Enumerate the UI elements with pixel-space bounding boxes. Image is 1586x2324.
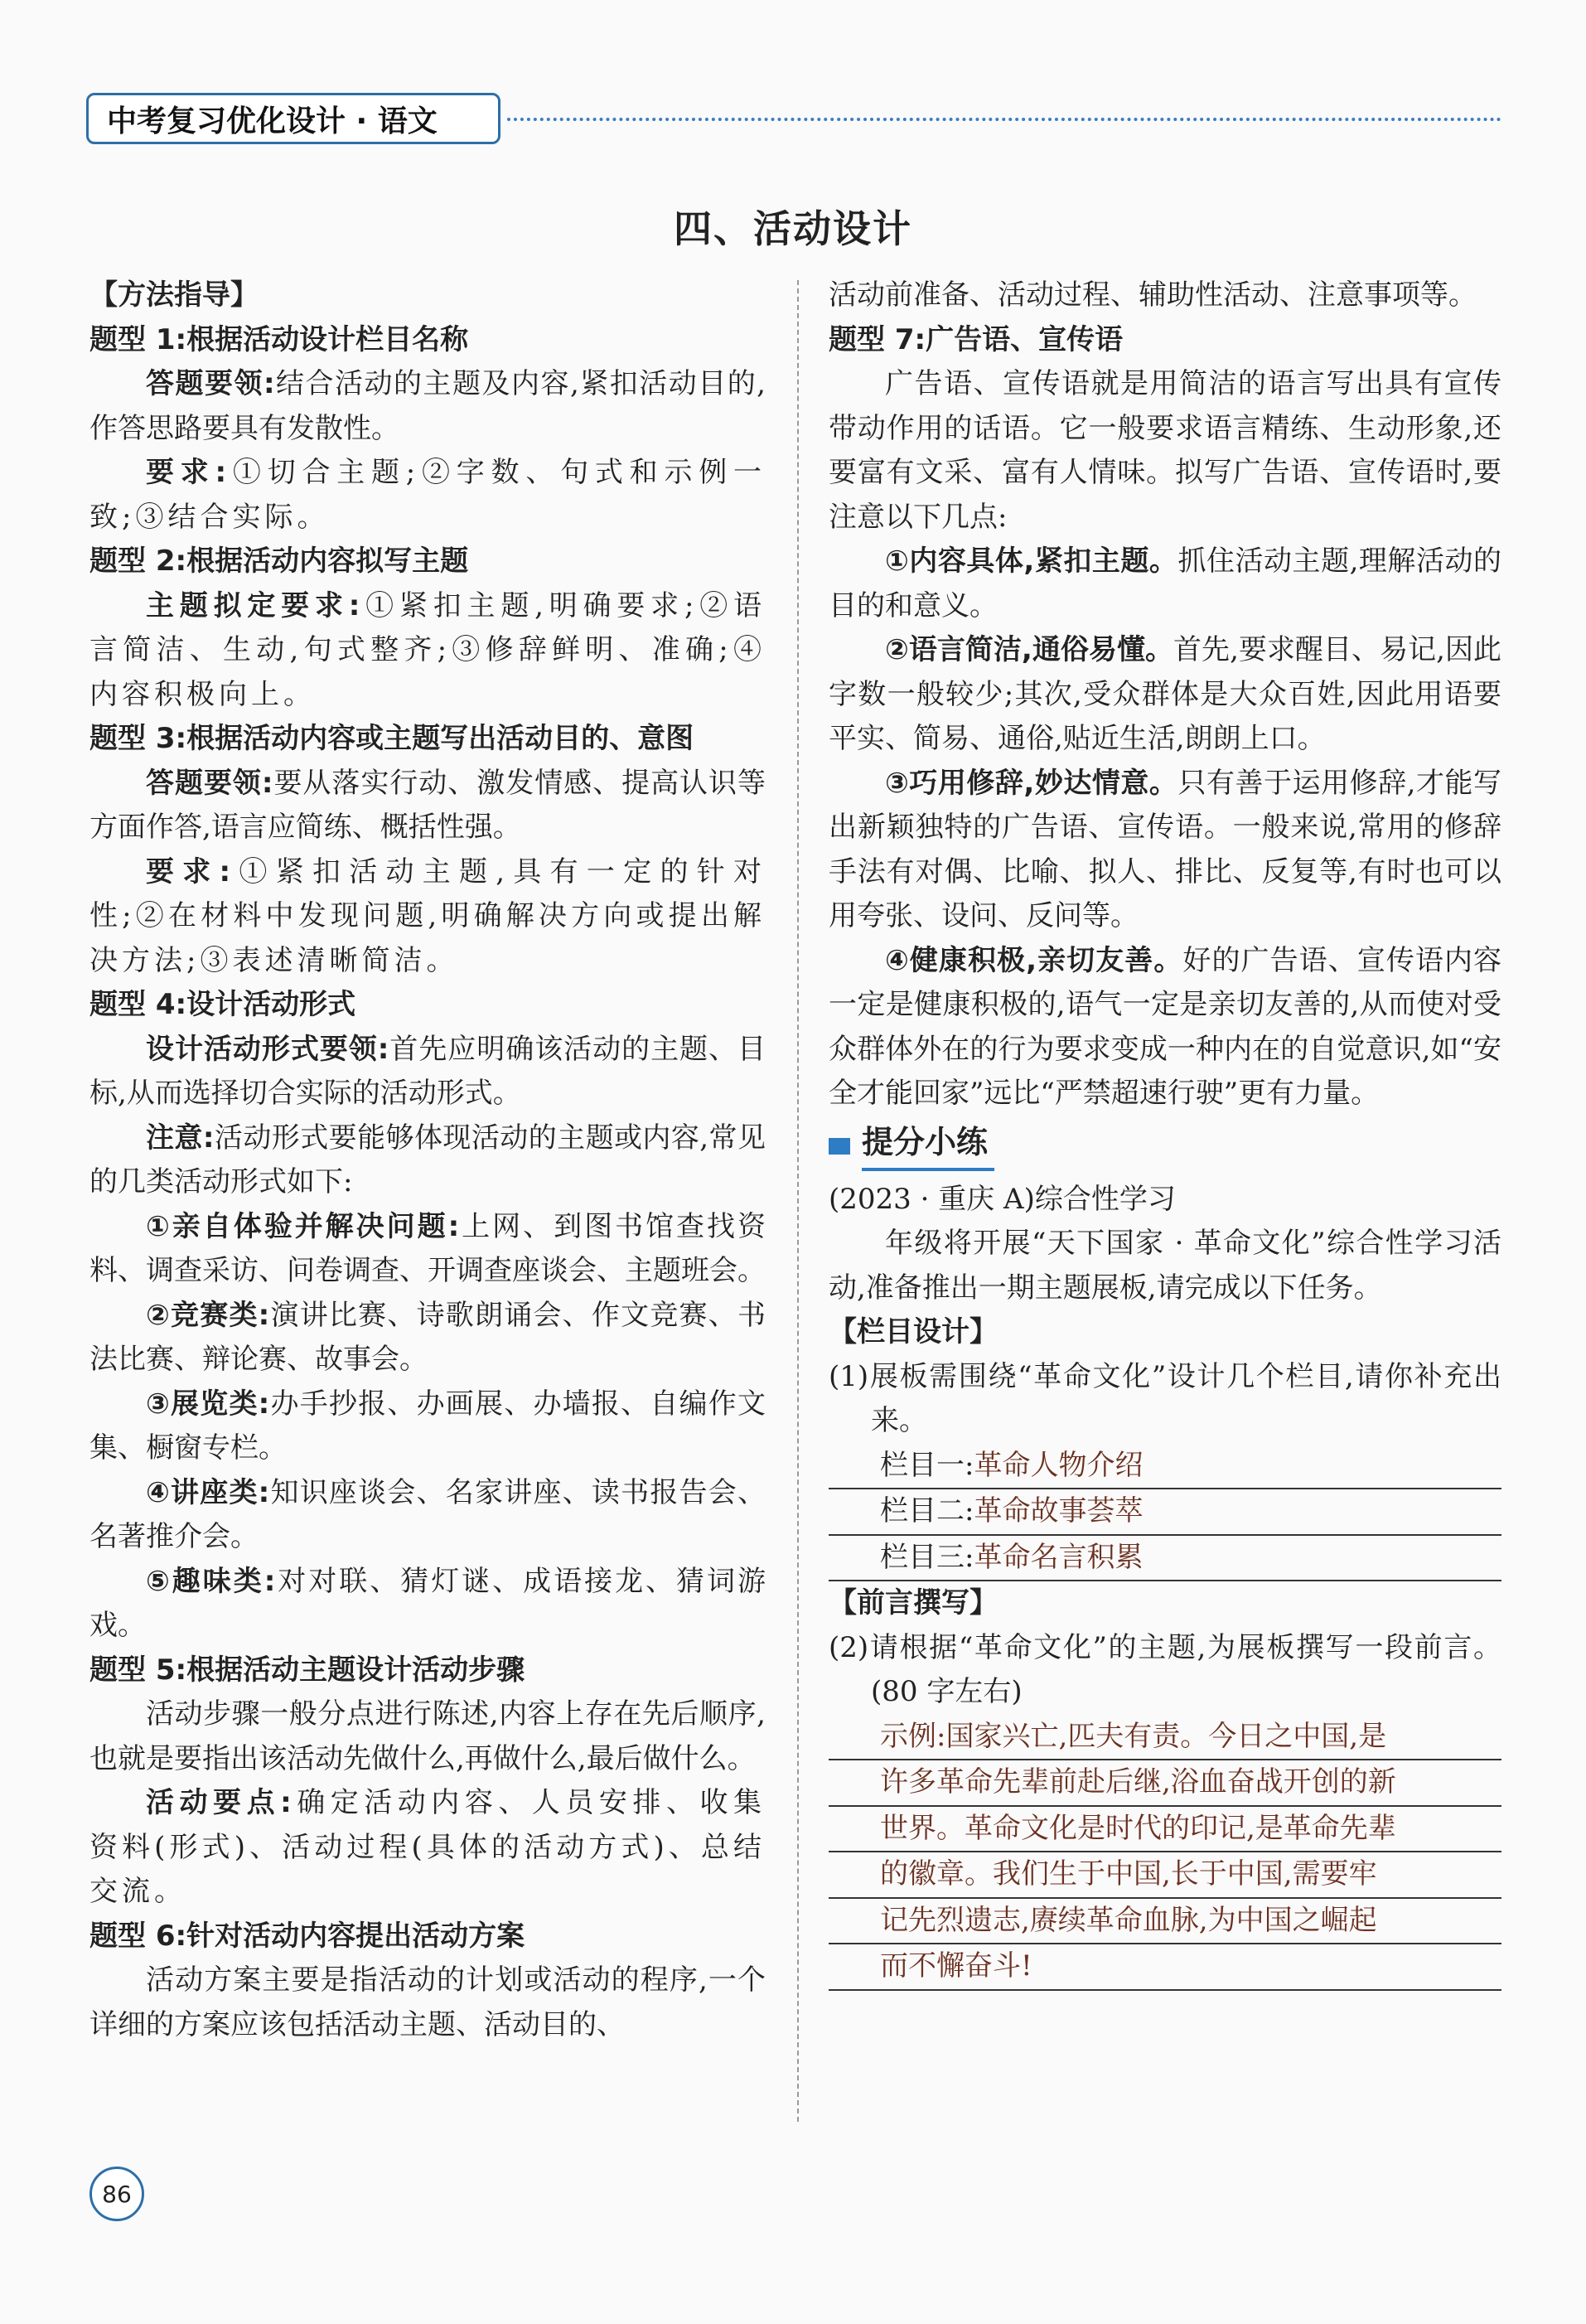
type2-para1: 主题拟定要求:①紧扣主题,明确要求;②语言简洁、生动,句式整齐;③修辞鲜明、准确;④内容积极向上。 xyxy=(89,588,766,711)
answer-line-3: 世界。革命文化是时代的印记,是革命先辈 xyxy=(829,1807,1501,1853)
type5-para2: 活动要点:确定活动内容、人员安排、收集资料(形式)、活动过程(具体的活动方式)、总结交流。 xyxy=(89,1786,766,1908)
answer-line-6: 而不懈奋斗! xyxy=(829,1944,1501,1991)
ad-point-1: ①内容具体,紧扣主题。抓住活动主题,理解活动的目的和意义。 xyxy=(829,545,1502,622)
left-column xyxy=(89,274,766,2047)
page-number: 86 xyxy=(89,2167,144,2221)
practice-heading xyxy=(829,1123,1501,1169)
type7-para1: 广告语、宣传语就是用简洁的语言写出具有宣传带动作用的话语。它一般要求语言精练、生动形象,还要富有文采、富有人情味。拟写广告语、宣传语时,要注意以下几点: xyxy=(829,367,1501,534)
type4-para1: 设计活动形式要领:首先应明确该活动的主题、目标,从而选择切合实际的活动形式。 xyxy=(89,1032,766,1110)
continuation-text: 活动前准备、活动过程、辅助性活动、注意事项等。 xyxy=(829,278,1477,312)
type4-para2: 注意:活动形式要能够体现活动的主题或内容,常见的几类活动形式如下: xyxy=(89,1121,766,1198)
column-answer-2: 栏目二:革命故事荟萃 xyxy=(829,1489,1501,1536)
type7-label: 题型 7:广告语、宣传语 xyxy=(829,322,1124,356)
answer-line-2: 许多革命先辈前赴后继,浴血奋战开创的新 xyxy=(829,1760,1501,1807)
form-item-4: ④讲座类:知识座谈会、名家讲座、读书报告会、名著推介会。 xyxy=(89,1475,766,1553)
answer-line-5: 记先烈遗志,赓续革命血脉,为中国之崛起 xyxy=(829,1899,1501,1945)
form-item-1: ①亲自体验并解决问题:上网、到图书馆查找资料、调查采访、问卷调查、开调查座谈会、主题班会。 xyxy=(89,1209,766,1287)
right-column xyxy=(829,274,1501,1991)
column-divider xyxy=(797,280,799,2122)
question-intro: 年级将开展“天下国家 · 革命文化”综合性学习活动,准备推出一期主题展板,请完成以下任务。 xyxy=(829,1227,1501,1305)
type3-para2: 要求:①紧扣活动主题,具有一定的针对性;②在材料中发现问题,明确解决方向或提出解决方法;③表述清晰简洁。 xyxy=(89,855,766,977)
column-answer-1: 栏目一:革命人物介绍 xyxy=(829,1444,1501,1490)
q2-text: (2)请根据“革命文化”的主题,为展板撰写一段前言。(80 字左右) xyxy=(829,1630,1501,1708)
type2-label: 题型 2:根据活动内容拟写主题 xyxy=(89,545,469,578)
answer-line-4: 的徽章。我们生于中国,长于中国,需要牢 xyxy=(829,1852,1501,1899)
type4-label: 题型 4:设计活动形式 xyxy=(89,988,356,1021)
type3-label: 题型 3:根据活动内容或主题写出活动目的、意图 xyxy=(89,722,694,755)
form-item-2: ②竞赛类:演讲比赛、诗歌朗诵会、作文竞赛、书法比赛、辩论赛、故事会。 xyxy=(89,1298,766,1376)
q1-text: (1)展板需围绕“革命文化”设计几个栏目,请你补充出来。 xyxy=(829,1359,1501,1437)
ad-point-4: ④健康积极,亲切友善。好的广告语、宣传语内容一定是健康积极的,语气一定是亲切友善的,从而使对受众群体外在的行为要求变成一种内在的自觉意识,如“安全才能回家”远比“严禁超速行驶”更有力量。 xyxy=(829,943,1502,1110)
book-title-box xyxy=(86,93,500,144)
ad-point-2: ②语言简洁,通俗易懂。首先,要求醒目、易记,因此字数一般较少;其次,受众群体是大众百姓,因此用语要平实、简易、通俗,贴近生活,朗朗上口。 xyxy=(829,633,1501,755)
practice-marker-icon xyxy=(829,1138,850,1155)
question-source: (2023 · 重庆 A)综合性学习 xyxy=(829,1182,1176,1216)
q2-heading: 【前言撰写】 xyxy=(829,1586,998,1620)
column-answer-3: 栏目三:革命名言积累 xyxy=(829,1536,1501,1582)
book-title: 中考复习优化设计 · 语文 xyxy=(107,104,438,138)
header-dotted-rule xyxy=(507,118,1501,121)
type1-para1: 答题要领:结合活动的主题及内容,紧扣活动目的,作答思路要具有发散性。 xyxy=(89,367,766,445)
type6-label: 题型 6:针对活动内容提出活动方案 xyxy=(89,1919,525,1953)
q1-heading: 【栏目设计】 xyxy=(829,1315,998,1348)
type3-para1: 答题要领:要从落实行动、激发情感、提高认识等方面作答,语言应简练、概括性强。 xyxy=(89,766,766,844)
section-title: 四、活动设计 xyxy=(674,206,912,251)
method-heading: 【方法指导】 xyxy=(89,278,259,312)
type6-para1: 活动方案主要是指活动的计划或活动的程序,一个详细的方案应该包括活动主题、活动目的、 xyxy=(89,1963,766,2041)
type1-para2: 要求:①切合主题;②字数、句式和示例一致;③结合实际。 xyxy=(89,456,766,534)
practice-title: 提分小练 xyxy=(862,1121,994,1172)
type1-label: 题型 1:根据活动设计栏目名称 xyxy=(89,322,469,356)
type5-para1: 活动步骤一般分点进行陈述,内容上存在先后顺序,也就是要指出该活动先做什么,再做什么,最后做什么。 xyxy=(89,1697,766,1775)
type5-label: 题型 5:根据活动主题设计活动步骤 xyxy=(89,1653,525,1687)
answer-line-1: 示例:国家兴亡,匹夫有责。今日之中国,是 xyxy=(829,1715,1501,1761)
form-item-5: ⑤趣味类:对对联、猜灯谜、成语接龙、猜词游戏。 xyxy=(89,1564,766,1642)
ad-point-3: ③巧用修辞,妙达情意。只有善于运用修辞,才能写出新颖独特的广告语、宣传语。一般来说,常用的修辞手法有对偶、比喻、拟人、排比、反复等,有时也可以用夸张、设问、反问等。 xyxy=(829,766,1502,932)
form-item-3: ③展览类:办手抄报、办画展、办墙报、自编作文集、橱窗专栏。 xyxy=(89,1387,766,1465)
